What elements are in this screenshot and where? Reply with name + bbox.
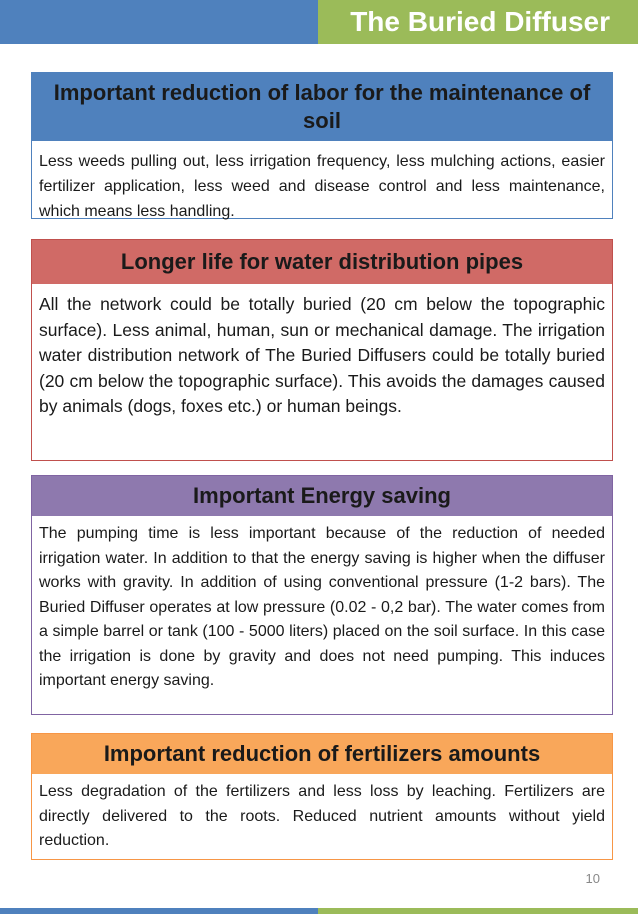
section-body: Less degradation of the fertilizers and less loss by leaching. Fertilizers are directly delivered to the roots. Reduced nutrient amounts without yield reduction.: [39, 783, 605, 849]
section-heading: Important reduction of labor for the maintenance of soil: [32, 73, 612, 141]
footer-bar-left: [0, 908, 318, 914]
section-heading: Important reduction of fertilizers amounts: [32, 734, 612, 774]
section-body: All the network could be totally buried (20 cm below the topographic surface). Less animal, human, sun or mechanical damage. The irrigation water distribution network of The Buried Diffusers could be totally buried (20 cm below the topographic surface). This avoids the damages caused by animals (dogs, foxes etc.) or human beings.: [39, 294, 605, 417]
section-pipe-life: [31, 239, 613, 461]
section-body: Less weeds pulling out, less irrigation frequency, less mulching actions, easier fertilizer application, less weed and disease control and less maintenance, which means less handling.: [39, 153, 605, 220]
section-labor-reduction: [31, 72, 613, 219]
section-fertilizer-reduction: [31, 733, 613, 860]
section-heading: Longer life for water distribution pipes: [32, 240, 612, 284]
section-heading: Important Energy saving: [32, 476, 612, 516]
page-title: The Buried Diffuser: [350, 6, 610, 37]
page-number: 10: [585, 871, 600, 886]
header-bar-left: [0, 0, 318, 44]
section-body: The pumping time is less important because of the reduction of needed irrigation water. In addition to that the energy saving is higher when the diffuser works with gravity. In addition of using conventional pressure (1-2 bars). The Buried Diffuser operates at low pressure (0.02 - 0,2 bar). The water comes from a simple barrel or tank (100 - 5000 liters) placed on the soil surface. In this case the irrigation is done by gravity and does not need pumping. This induces important energy saving.: [39, 525, 605, 689]
footer-bar-right: [318, 908, 638, 914]
section-energy-saving: [31, 475, 613, 715]
